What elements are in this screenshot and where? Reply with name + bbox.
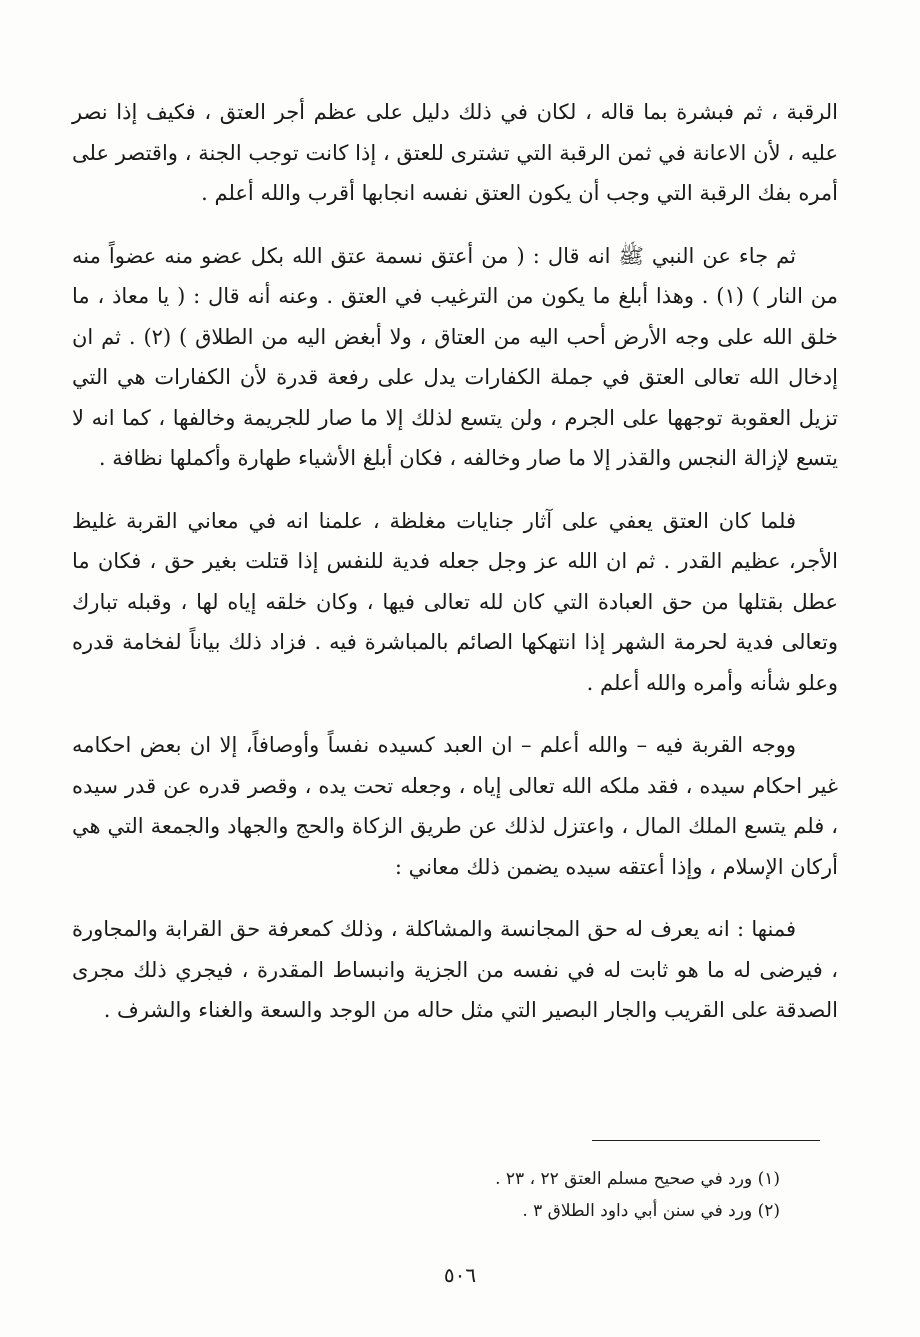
page-number: ٥٠٦ xyxy=(443,1263,477,1287)
main-text xyxy=(72,92,838,1031)
paragraph: ثم جاء عن النبي ﷺ انه قال : ( من أعتق نسمة عتق الله بكل عضو منه عضواً منه من النار ) (١) . وهذا أبلغ ما يكون من الترغيب في العتق . وعنه أنه قال : ( يا معاذ ، ما خلق الله على وجه الأرض أحب اليه من العتاق ، ولا أبغض اليه من الطلاق ) (٢) . ثم ان إدخال الله تعالى العتق في جملة الكفارات يدل على رفعة قدرة لأن الكفارات هي التي تزيل العقوبة توجهها على الجرم ، ولن يتسع لذلك إلا ما صار للجريمة وخالفها ، كما انه لا يتسع لإزالة النجس والقذر إلا ما صار وخالفه ، فكان أبلغ الأشياء طهارة وأكملها نظافة . xyxy=(72,243,838,470)
paragraph: الرقبة ، ثم فبشرة بما قاله ، لكان في ذلك دليل على عظم أجر العتق ، فكيف إذا نصر عليه ، لأن الاعانة في ثمن الرقبة التي تشترى للعتق ، إذا كانت توجب الجنة ، واقتصر على أمره بفك الرقبة التي وجب أن يكون العتق نفسه انجابها أقرب والله أعلم . xyxy=(72,100,838,205)
paragraph: فلما كان العتق يعفي على آثار جنايات مغلظة ، علمنا انه في معاني القربة غليظ الأجر، عظيم القدر . ثم ان الله عز وجل جعله فدية للنفس إذا قتلت بغير حق ، فكان ما عطل بقتلها من حق العبادة التي كان لله تعالى فيها ، وكان خلقه إياه لها ، وقبله تبارك وتعالى فدية لحرمة الشهر إذا انتهكها الصائم بالمباشرة فيه . فزاد ذلك بياناً لفخامة قدره وعلو شأنه وأمره والله أعلم . xyxy=(72,508,838,695)
footnote: (٢) ورد في سنن أبي داود الطلاق ٣ . xyxy=(522,1201,780,1221)
footnote-separator xyxy=(592,1140,820,1141)
paragraph: ووجه القربة فيه – والله أعلم – ان العبد كسيده نفساً وأوصافاً، إلا ان بعض احكامه غير احكام سيده ، فقد ملكه الله تعالى إياه ، وجعله تحت يده ، وقصر قدره عن قدر سيده ، فلم يتسع الملك المال ، واعتزل لذلك عن طريق الزكاة والحج والجهاد والجمعة التي هي أركان الإسلام ، وإذا أعتقه سيده يضمن ذلك معاني : xyxy=(72,733,838,879)
paragraph: فمنها : انه يعرف له حق المجانسة والمشاكلة ، وذلك كمعرفة حق القرابة والمجاورة ، فيرضى له ما هو ثابت له في نفسه من الجزية وانبساط المقدرة ، فيجري ذلك مجرى الصدقة على القريب والجار البصير التي مثل حاله من الوجد والسعة والغناء والشرف . xyxy=(72,917,838,1022)
footnotes xyxy=(400,1163,780,1227)
footnote: (١) ورد في صحيح مسلم العتق ٢٢ ، ٢٣ . xyxy=(495,1169,780,1189)
